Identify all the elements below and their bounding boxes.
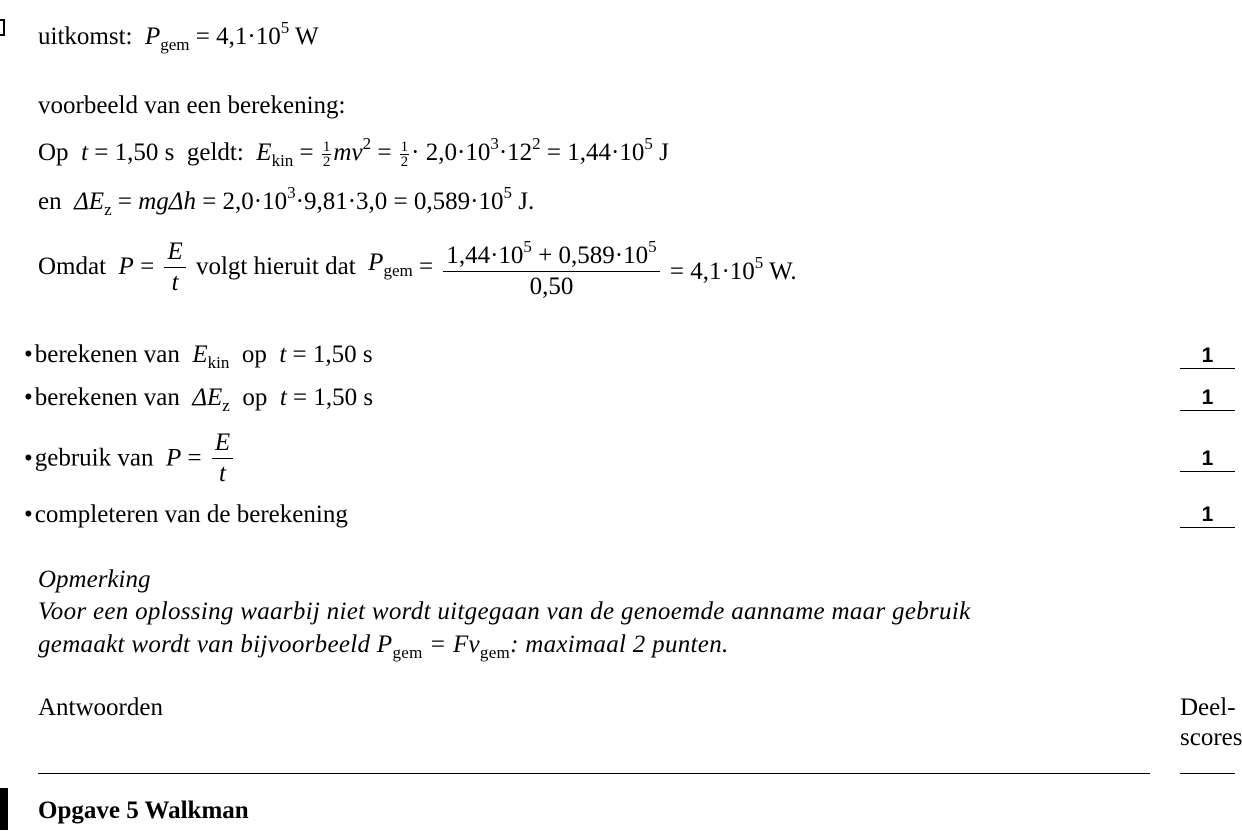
- criterion-3-sym: P: [165, 444, 182, 472]
- calc-line-3: [38, 232, 797, 302]
- bullet-icon: •: [24, 341, 33, 368]
- answer-sub: gem: [160, 35, 190, 54]
- calc-line1-exp3: 3: [490, 134, 499, 153]
- remark-p: P: [376, 631, 393, 658]
- ekin-sub: kin: [271, 151, 294, 170]
- calc-line3-mid: volgt hieruit dat: [195, 253, 356, 280]
- calc-line2-sub: z: [104, 200, 112, 219]
- calc-line1-geldt: geldt:: [186, 139, 244, 166]
- remark-line-1: Voor een oplossing waarbij niet wordt uitgegaan van de genoemde aanname maar gebruik: [38, 598, 971, 625]
- score-4: 1: [1180, 503, 1235, 528]
- pgem-num-exp-b: 5: [648, 237, 657, 256]
- bullet-icon: •: [24, 444, 33, 472]
- score-heading-b: scores: [1180, 724, 1242, 751]
- calc-line1-unit: J: [659, 139, 669, 166]
- criterion-3-den: t: [219, 460, 226, 487]
- remark-line-2: [38, 630, 729, 668]
- answer-exp: 5: [280, 18, 290, 37]
- calc-line1-result: = 1,44·10: [546, 139, 645, 166]
- criterion-3-fraction: [212, 428, 233, 489]
- answer-unit: W: [295, 23, 319, 50]
- score-heading-a: Deel-: [1180, 694, 1236, 721]
- criterion-3: [24, 428, 237, 489]
- criterion-3-pre: gebruik van: [34, 444, 154, 472]
- calc-line1-tval: = 1,50 s: [94, 139, 175, 166]
- pgem-fraction-num: [443, 232, 659, 272]
- answer-value: = 4,1·10: [195, 23, 281, 50]
- remark-line2-b: : maximaal 2 punten.: [510, 631, 729, 658]
- calc-line1-prefix: Op: [38, 139, 69, 166]
- pgem-sub: gem: [383, 261, 413, 280]
- calc-line3-P: P: [118, 253, 134, 280]
- calc-line-2: [38, 178, 534, 225]
- criterion-4: [24, 500, 348, 530]
- calc-line2-delta: ΔE: [74, 188, 105, 215]
- criterion-2-mid: op: [242, 384, 268, 411]
- criterion-2-pre: berekenen van: [34, 384, 180, 411]
- power-fraction: [164, 237, 185, 298]
- pgem-fraction: [443, 232, 659, 302]
- divider-line: [38, 773, 1150, 774]
- calc-line2-exp3: 3: [287, 183, 296, 202]
- pgem-symbol: P: [368, 249, 384, 276]
- calc-line3-eq: =: [140, 253, 155, 280]
- calc-line-1: [38, 129, 669, 176]
- section-marker: [0, 788, 8, 830]
- score-1: 1: [1180, 344, 1235, 369]
- score-2: 1: [1180, 386, 1235, 411]
- calc-line1-exp5: 5: [644, 134, 653, 153]
- answer-line: [38, 13, 319, 60]
- pgem-num-b: + 0,589·10: [538, 242, 649, 269]
- bullet-icon: •: [24, 384, 33, 411]
- power-num: E: [164, 237, 185, 268]
- calc-line1-eq1: =: [299, 139, 314, 166]
- criterion-2-t: t: [279, 384, 287, 411]
- calc-line3-unit: W.: [769, 257, 797, 285]
- calc-intro: voorbeeld van een berekening:: [38, 92, 346, 119]
- criterion-4-pre: completeren van de berekening: [34, 501, 348, 528]
- calc-line2-eq: =: [117, 188, 132, 215]
- calc-line2-exp5: 5: [503, 183, 512, 202]
- criterion-1: [24, 340, 373, 378]
- score-3: 1: [1180, 447, 1235, 472]
- criterion-2-sub: z: [222, 396, 230, 415]
- calc-line3-eq2: =: [418, 253, 434, 280]
- criterion-1-sub: kin: [207, 353, 230, 372]
- answer-symbol: P: [144, 23, 161, 50]
- bullet-icon: •: [24, 501, 33, 528]
- calc-line3-prefix: Omdat: [38, 253, 107, 280]
- half-num-2: 1: [400, 138, 409, 155]
- criterion-3-num: E: [212, 428, 233, 459]
- calc-line2-prefix: en: [38, 188, 62, 215]
- calc-line1-mv: mv: [333, 139, 363, 166]
- criterion-2-sym: ΔE: [192, 384, 223, 411]
- calc-line3-exp5: 5: [754, 252, 764, 272]
- calc-line2-mid: = 2,0·10: [202, 188, 288, 215]
- criterion-1-pre: berekenen van: [34, 341, 180, 368]
- calc-line1-t: t: [81, 139, 89, 166]
- remark-eq: =: [429, 631, 447, 658]
- score-divider-line: [1180, 773, 1235, 774]
- criterion-1-mid: op: [241, 341, 267, 368]
- half-fraction: [322, 140, 332, 169]
- remark-gem: gem: [392, 643, 423, 662]
- remark-gem-2: gem: [479, 643, 511, 662]
- calc-line1-sq2: 2: [532, 134, 541, 153]
- criterion-2: [24, 383, 373, 421]
- remark-line2-a: gemaakt wordt van bijvoorbeeld: [38, 631, 371, 658]
- calc-line1-sq: 2: [362, 134, 372, 153]
- remark-fv: Fv: [452, 631, 480, 658]
- pgem-fraction-den: 0,50: [529, 273, 574, 300]
- checkbox-icon: [0, 19, 5, 36]
- half-den: 2: [322, 153, 331, 170]
- pgem-num-a: 1,44·10: [446, 242, 524, 269]
- remark-title: Opmerking: [38, 566, 151, 593]
- calc-line2-rest: ·9,81·3,0 = 0,589·10: [295, 188, 504, 215]
- criterion-1-t: t: [279, 341, 287, 368]
- criterion-1-rest: = 1,50 s: [292, 341, 373, 368]
- power-den: t: [171, 268, 179, 296]
- calc-line1-twelve: ·12: [498, 139, 533, 166]
- answers-heading: Antwoorden: [38, 694, 163, 721]
- calc-line2-unit: J.: [518, 188, 535, 215]
- criterion-1-sym: E: [192, 341, 208, 368]
- calc-line1-mid: · 2,0·10: [411, 139, 491, 166]
- half-num: 1: [322, 138, 331, 155]
- ekin-symbol: E: [256, 139, 272, 166]
- answer-label: uitkomst:: [38, 23, 133, 50]
- criterion-3-eq: =: [187, 444, 202, 472]
- criterion-2-rest: = 1,50 s: [293, 384, 374, 411]
- pgem-num-exp-a: 5: [523, 237, 532, 256]
- calc-line2-mg: mgΔh: [138, 188, 196, 215]
- half-fraction-2: [400, 140, 410, 169]
- calc-line1-eq2: =: [377, 139, 392, 166]
- section-title: Opgave 5 Walkman: [38, 797, 249, 824]
- calc-line3-result: = 4,1·10: [669, 257, 755, 285]
- half-den-2: 2: [400, 153, 409, 170]
